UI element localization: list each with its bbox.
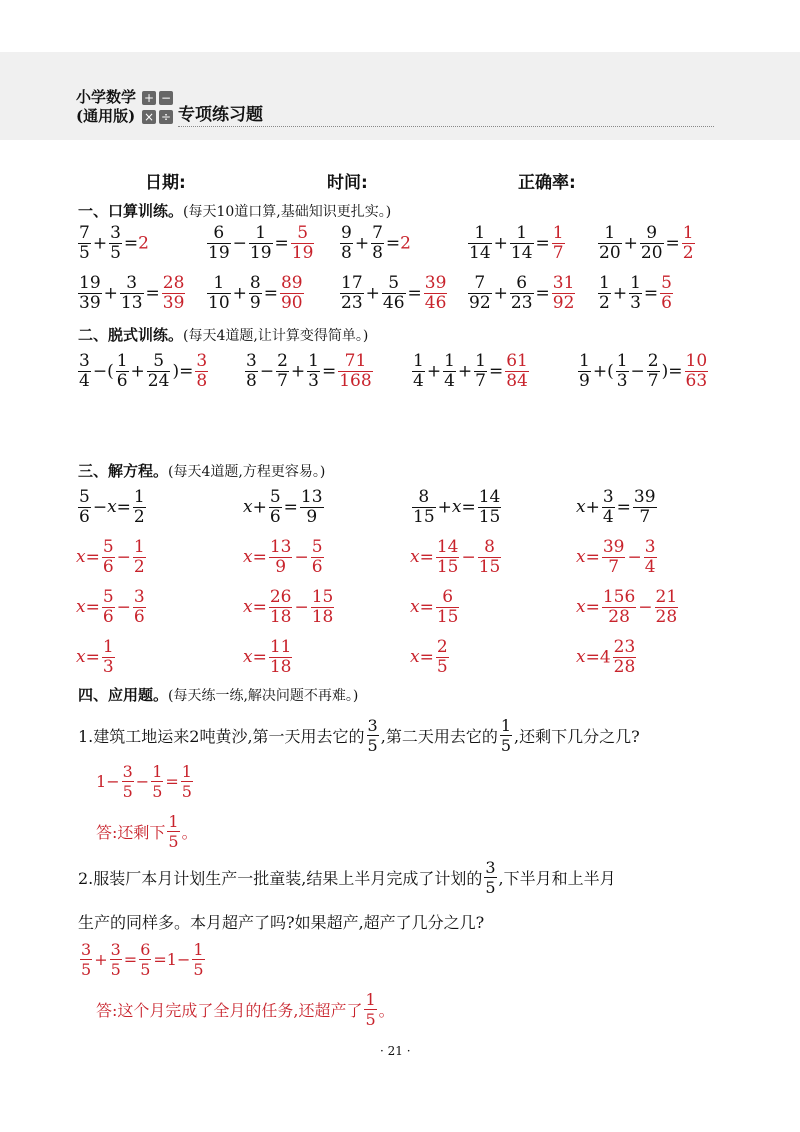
page-number: · 21 · — [380, 1044, 411, 1058]
calc-item: $\frac{1}{9}$ +( $\frac{1}{3}$ − $\frac{2}{7}$ )= $\frac{10}{63}$ — [579, 351, 708, 391]
solution-step: x= $\frac{2}{5}$ — [410, 637, 448, 677]
oral-item: $\frac{7}{5}$ + $\frac{3}{5}$ =2 — [79, 223, 149, 263]
calc-item: $\frac{1}{4}$ + $\frac{1}{4}$ + $\frac{1}{7}$ = $\frac{61}{84}$ — [413, 351, 528, 391]
section-4-title: 四、应用题。(每天练一练,解决问题不再难。) — [78, 686, 359, 704]
oral-item: $\frac{6}{19}$ − $\frac{1}{19}$ = $\frac{5}{19}$ — [208, 223, 314, 263]
equation: x+ $\frac{5}{6}$ = $\frac{13}{9}$ — [243, 487, 323, 527]
plus-icon: + — [143, 91, 155, 105]
solution-step: x= $\frac{1}{3}$ — [76, 637, 114, 677]
solution-step: x= $\frac{156}{28}$ − $\frac{21}{28}$ — [576, 587, 678, 627]
oral-item: $\frac{1}{10}$ + $\frac{8}{9}$ = $\frac{89}{90}$ — [208, 273, 303, 313]
problem-1: 1.建筑工地运来2吨黄沙,第一天用去它的 $\frac{3}{5}$ ,第二天用去它的 $\frac{1}{5}$ ,还剩下几分之几? — [78, 716, 640, 755]
problem-2: 2.服装厂本月计划生产一批童装,结果上半月完成了计划的 $\frac{3}{5}$ ,下半月和上半月 — [78, 858, 616, 897]
edition-label: (通用版) — [76, 107, 136, 125]
operator-icons — [142, 89, 174, 129]
solution-step: x= $\frac{39}{7}$ − $\frac{3}{4}$ — [576, 537, 656, 577]
problem-2-line-2: 生产的同样多。本月超产了吗?如果超产,超产了几分之几? — [78, 913, 485, 932]
calc-item: $\frac{3}{4}$ −( $\frac{1}{6}$ + $\frac{5}{24}$ )= $\frac{3}{8}$ — [79, 351, 208, 391]
oral-item: $\frac{1}{2}$ + $\frac{1}{3}$ = $\frac{5}{6}$ — [599, 273, 672, 313]
equation: $\frac{8}{15}$ +x= $\frac{14}{15}$ — [413, 487, 501, 527]
times-icon: × — [143, 110, 155, 124]
book-title — [76, 88, 136, 126]
solution-step: x= $\frac{14}{15}$ − $\frac{8}{15}$ — [410, 537, 501, 577]
subject-label: 小学数学 — [76, 88, 137, 106]
section-2-title: 二、脱式训练。(每天4道题,让计算变得简单。) — [78, 326, 369, 344]
problem-1-solution: 1− $\frac{3}{5}$ − $\frac{1}{5}$ = $\frac{1}{5}$ — [96, 762, 192, 801]
header-rule — [178, 126, 714, 127]
oral-item: $\frac{1}{14}$ + $\frac{1}{14}$ = $\frac{1}{7}$ — [469, 223, 564, 263]
problem-1-answer: 答:还剩下 $\frac{1}{5}$ 。 — [96, 812, 198, 851]
oral-item: $\frac{1}{20}$ + $\frac{9}{20}$ = $\frac{1}{2}$ — [599, 223, 694, 263]
problem-2-answer: 答:这个月完成了全月的任务,还超产了 $\frac{1}{5}$ 。 — [96, 990, 395, 1029]
time-label: 时间: — [327, 173, 368, 193]
equation: $\frac{5}{6}$ −x= $\frac{1}{2}$ — [79, 487, 145, 527]
calc-item: $\frac{3}{8}$ − $\frac{2}{7}$ + $\frac{1}{3}$ = $\frac{71}{168}$ — [246, 351, 372, 391]
date-label: 日期: — [145, 173, 186, 193]
series-title: 专项练习题 — [178, 105, 263, 125]
section-3-title: 三、解方程。(每天4道题,方程更容易。) — [78, 462, 326, 480]
accuracy-label: 正确率: — [518, 173, 576, 193]
oral-item: $\frac{17}{23}$ + $\frac{5}{46}$ = $\frac{39}{46}$ — [341, 273, 447, 313]
minus-icon: − — [160, 91, 172, 105]
oral-item: $\frac{7}{92}$ + $\frac{6}{23}$ = $\frac{31}{92}$ — [469, 273, 575, 313]
solution-step: x= $\frac{13}{9}$ − $\frac{5}{6}$ — [243, 537, 323, 577]
solution-step: x=4 $\frac{23}{28}$ — [576, 637, 636, 677]
problem-2-solution: $\frac{3}{5}$ + $\frac{3}{5}$ = $\frac{6}{5}$ =1− $\frac{1}{5}$ — [81, 940, 204, 979]
section-1-title: 一、口算训练。(每天10道口算,基础知识更扎实。) — [78, 202, 392, 220]
solution-step: x= $\frac{5}{6}$ − $\frac{3}{6}$ — [76, 587, 145, 627]
oral-item: $\frac{19}{39}$ + $\frac{3}{13}$ = $\frac{28}{39}$ — [79, 273, 185, 313]
oral-item: $\frac{9}{8}$ + $\frac{7}{8}$ =2 — [341, 223, 411, 263]
solution-step: x= $\frac{11}{18}$ — [243, 637, 292, 677]
solution-step: x= $\frac{26}{18}$ − $\frac{15}{18}$ — [243, 587, 334, 627]
solution-step: x= $\frac{6}{15}$ — [410, 587, 459, 627]
divide-icon: ÷ — [160, 110, 172, 124]
solution-step: x= $\frac{5}{6}$ − $\frac{1}{2}$ — [76, 537, 145, 577]
equation: x+ $\frac{3}{4}$ = $\frac{39}{7}$ — [576, 487, 656, 527]
